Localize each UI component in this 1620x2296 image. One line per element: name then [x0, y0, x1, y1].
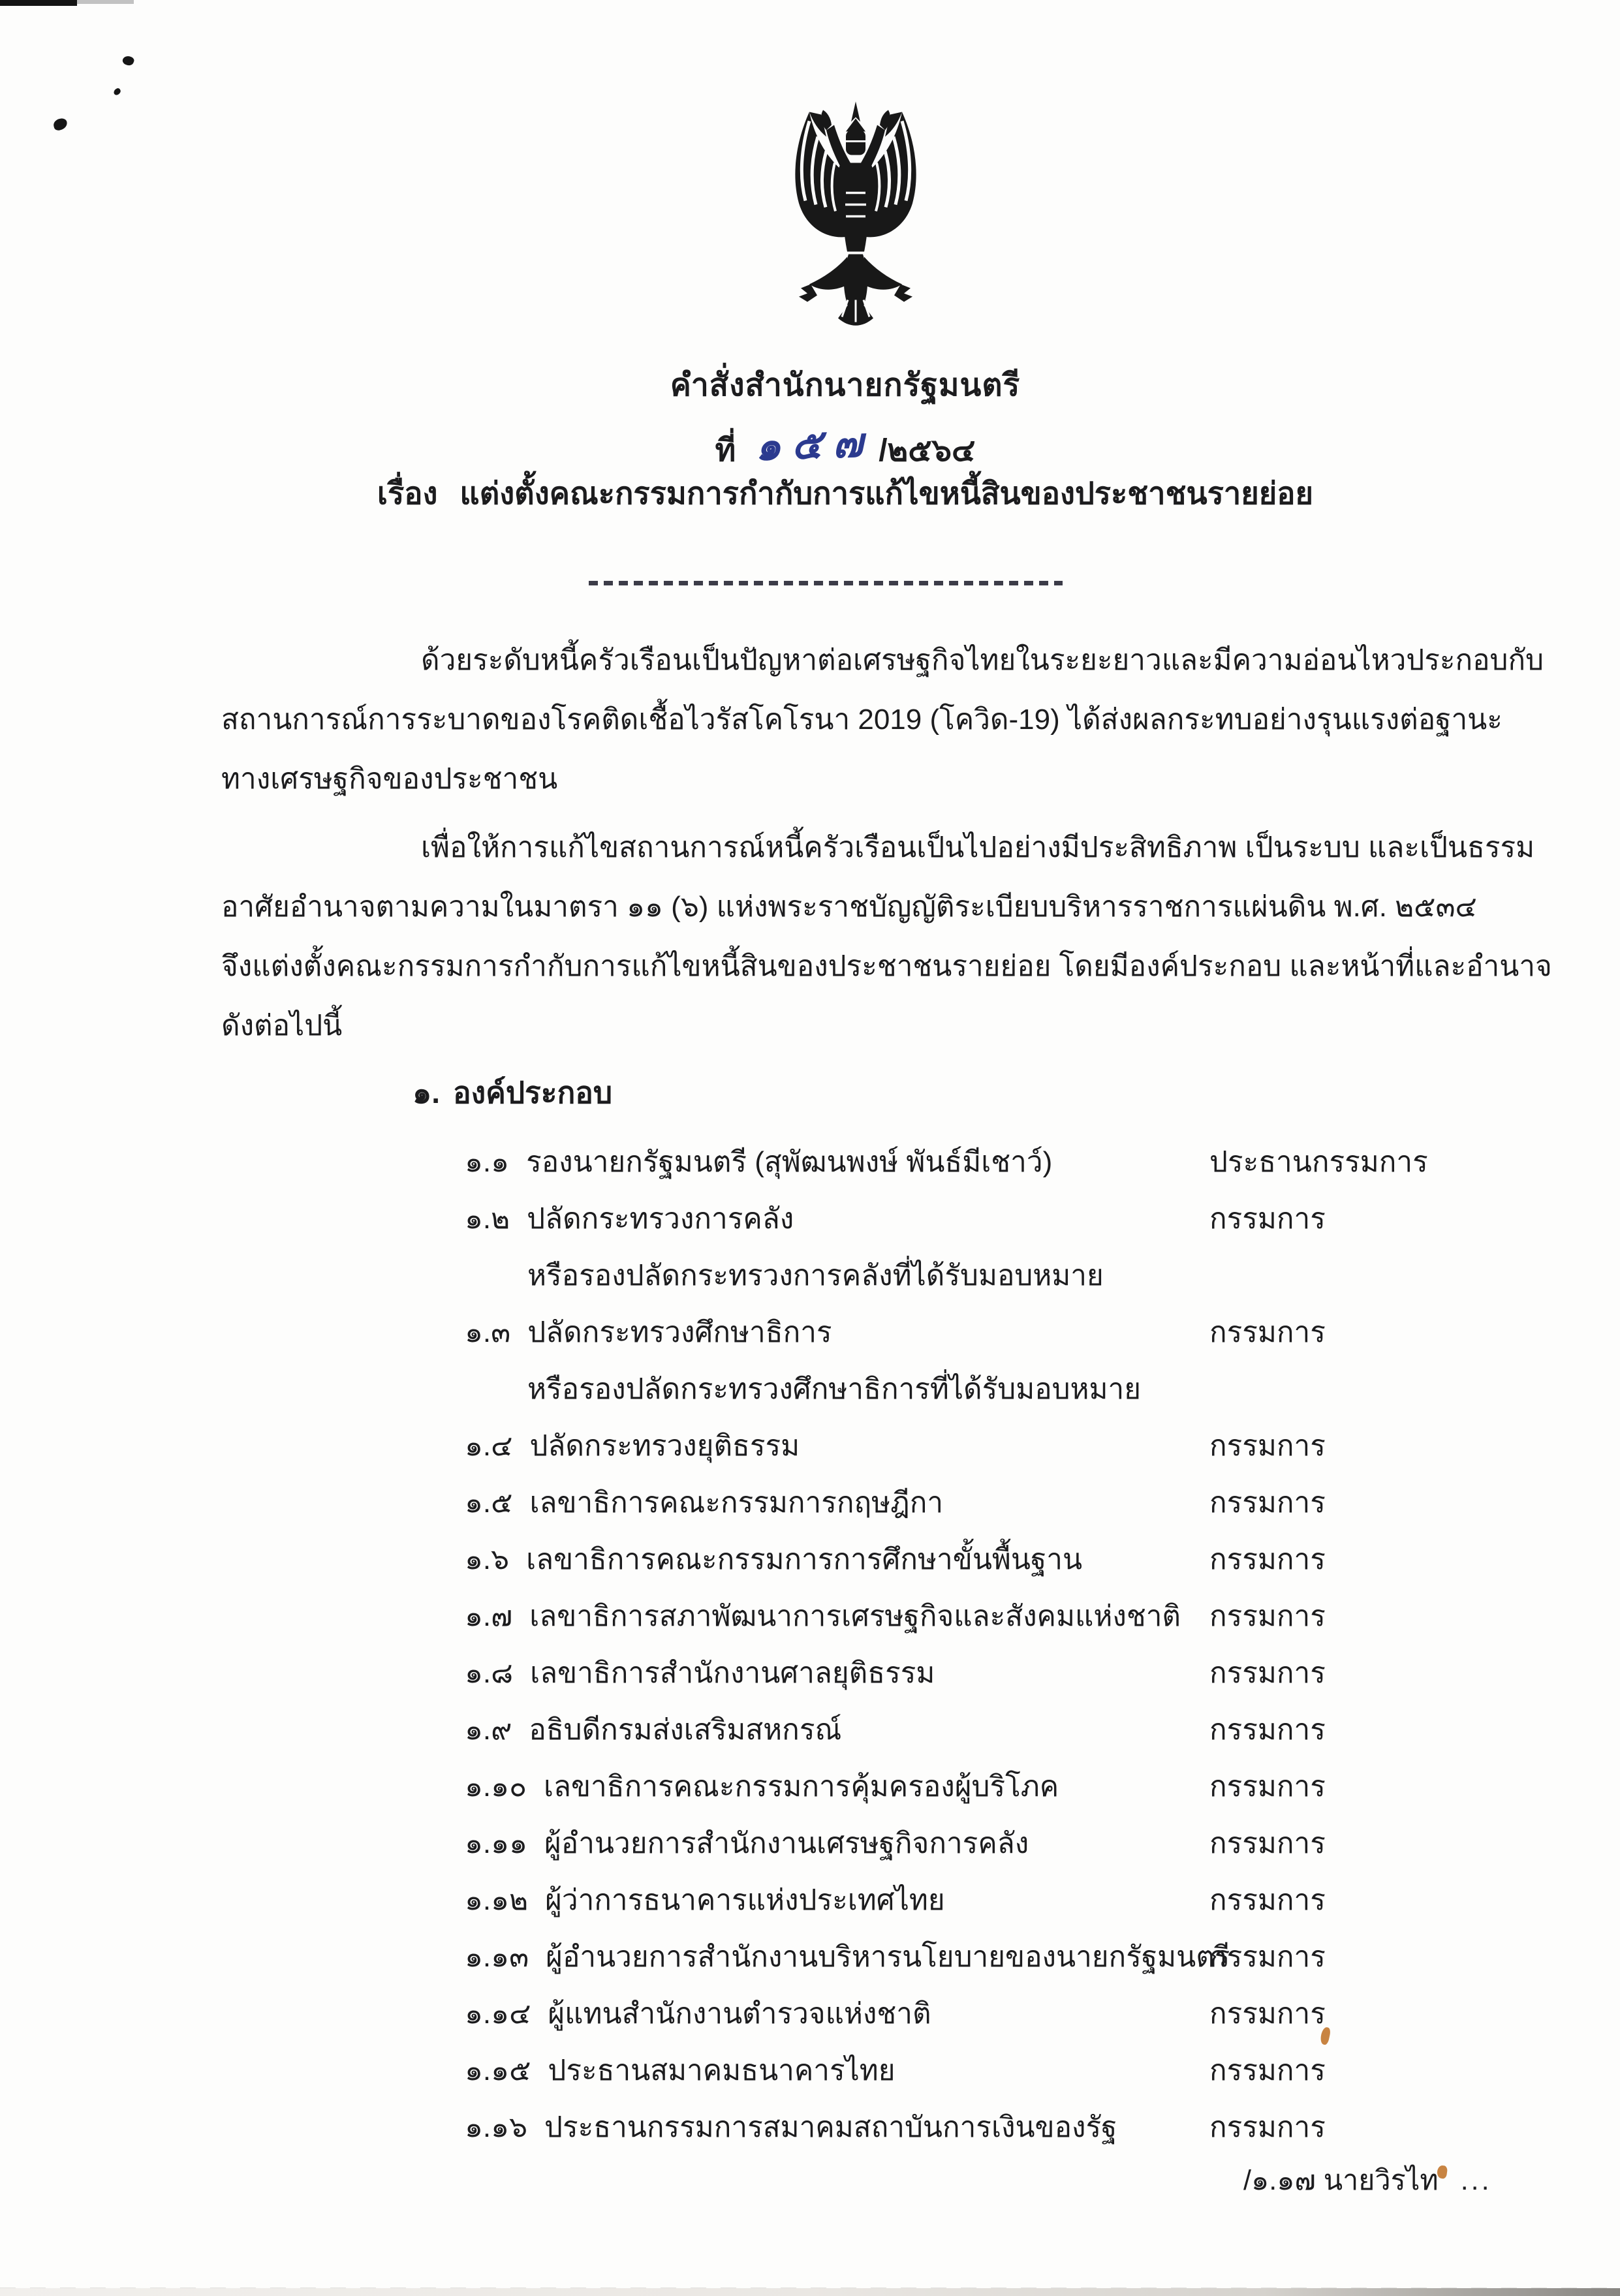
dashed-separator [589, 581, 1063, 585]
member-role: กรรมการ [1209, 1429, 1326, 1462]
member-number: ๑.๗ [465, 1600, 513, 1632]
member-role: กรรมการ [1209, 1997, 1326, 2030]
member-role: กรรมการ [1209, 1656, 1326, 1689]
paragraph-line: ทางเศรษฐกิจของประชาชน [221, 763, 558, 795]
member-name: ปลัดกระทรวงการคลัง [527, 1202, 794, 1235]
paragraph-2 [221, 818, 1552, 1055]
member-number: ๑.๓ [465, 1316, 511, 1348]
scan-edge-artifact [0, 2288, 1620, 2296]
table-row [465, 1758, 1496, 1814]
paragraph-line: ดังต่อไปนี้ [221, 1010, 343, 1042]
member-name: เลขาธิการคณะกรรมการกฤษฎีกา [529, 1486, 944, 1519]
member-role: กรรมการ [1209, 1202, 1326, 1235]
table-row [465, 1530, 1496, 1587]
member-number: ๑.๑๑ [465, 1827, 528, 1859]
member-role: ประธานกรรมการ [1209, 1145, 1428, 1178]
table-row [465, 1587, 1496, 1644]
table-row [465, 1474, 1496, 1530]
member-name: ประธานสมาคมธนาคารไทย [548, 2054, 896, 2087]
paragraph-line: จึงแต่งตั้งคณะกรรมการกำกับการแก้ไขหนี้สินของประชาชนรายย่อย โดยมีองค์ประกอบ และหน้าที่และอำนาจ [221, 950, 1552, 982]
ink-speck [112, 87, 121, 96]
table-row [465, 1814, 1496, 1871]
member-name: รองนายกรัฐมนตรี (สุพัฒนพงษ์ พันธ์มีเชาว์) [526, 1145, 1053, 1178]
paragraph-line: อาศัยอำนาจตามความในมาตรา ๑๑ (๖) แห่งพระราชบัญญัติระเบียบบริหารราชการแผ่นดิน พ.ศ. ๒๕๓๔ [221, 891, 1477, 923]
member-role: กรรมการ [1209, 1884, 1326, 1916]
doc-no-prefix: ที่ [715, 433, 736, 468]
member-number: ๑.๙ [465, 1713, 512, 1746]
member-note: หรือรองปลัดกระทรวงศึกษาธิการที่ได้รับมอบหมาย [527, 1373, 1142, 1405]
scan-edge-artifact [72, 0, 134, 4]
member-name: ผู้ว่าการธนาคารแห่งประเทศไทย [545, 1884, 945, 1916]
section-number: ๑. [413, 1076, 440, 1109]
garuda-emblem-icon [748, 99, 963, 339]
table-row [465, 1303, 1496, 1360]
member-name: ผู้อำนวยการสำนักงานบริหารนโยบายของนายกรัฐมนตรี [546, 1940, 1230, 1973]
section-title: องค์ประกอบ [452, 1076, 613, 1109]
member-name: ผู้แทนสำนักงานตำรวจแห่งชาติ [548, 1997, 931, 2030]
member-name: ปลัดกระทรวงศึกษาธิการ [527, 1316, 832, 1348]
ink-speck [121, 54, 135, 67]
member-number: ๑.๔ [465, 1429, 513, 1462]
member-role: กรรมการ [1209, 1486, 1326, 1519]
table-row [465, 1190, 1496, 1247]
member-number: ๑.๑๖ [465, 2111, 528, 2143]
doc-no-handwritten: ๑๕๗ [755, 420, 875, 470]
table-row [465, 1985, 1496, 2041]
member-role: กรรมการ [1209, 1770, 1326, 1803]
continuation-text: /๑.๑๗ นายวิรไท [1243, 2165, 1439, 2196]
member-role: กรรมการ [1209, 1543, 1326, 1575]
table-row [465, 1701, 1496, 1758]
member-number: ๑.๖ [465, 1543, 510, 1575]
member-number: ๑.๑๕ [465, 2054, 531, 2087]
table-row [465, 2041, 1496, 2098]
member-number: ๑.๑๒ [465, 1884, 529, 1916]
continuation-dots: ... [1460, 2165, 1492, 2196]
paragraph-line: ด้วยระดับหนี้ครัวเรือนเป็นปัญหาต่อเศรษฐกิจไทยในระยะยาวและมีความอ่อนไหวประกอบกับ [421, 644, 1544, 676]
table-row [465, 1644, 1496, 1701]
member-name: เลขาธิการคณะกรรมการการศึกษาขั้นพื้นฐาน [526, 1543, 1083, 1575]
member-number: ๑.๑ [465, 1145, 510, 1178]
committee-member-list [465, 1133, 1496, 2155]
subject-label: เรื่อง [377, 476, 438, 510]
member-role: กรรมการ [1209, 1713, 1326, 1746]
table-row [465, 1133, 1496, 1190]
section-1-heading [413, 1069, 612, 1117]
member-number: ๑.๘ [465, 1656, 514, 1689]
member-note: หรือรองปลัดกระทรวงการคลังที่ได้รับมอบหมาย [527, 1259, 1104, 1292]
member-role: กรรมการ [1209, 2111, 1326, 2143]
member-number: ๑.๑๔ [465, 1997, 531, 2030]
member-name: เลขาธิการคณะกรรมการคุ้มครองผู้บริโภค [543, 1770, 1059, 1803]
scan-edge-artifact [0, 0, 77, 6]
member-role: กรรมการ [1209, 1940, 1326, 1973]
paragraph-line: สถานการณ์การระบาดของโรคติดเชื้อไวรัสโคโรนา 2019 (โควิด-19) ได้ส่งผลกระทบอย่างรุนแรงต่อฐานะ [221, 704, 1503, 736]
subject-line [202, 469, 1488, 518]
subject-text: แต่งตั้งคณะกรรมการกำกับการแก้ไขหนี้สินของประชาชนรายย่อย [460, 476, 1314, 510]
member-name: ปลัดกระทรวงยุติธรรม [529, 1429, 800, 1462]
paragraph-1 [221, 630, 1544, 809]
doc-no-year: /๒๕๖๔ [879, 433, 976, 468]
member-role: กรรมการ [1209, 2054, 1326, 2087]
table-row [465, 1871, 1496, 1928]
member-name: เลขาธิการสำนักงานศาลยุติธรรม [530, 1656, 935, 1689]
member-role: กรรมการ [1209, 1827, 1326, 1859]
member-number: ๑.๑๓ [465, 1940, 529, 1973]
member-name: เลขาธิการสภาพัฒนาการเศรษฐกิจและสังคมแห่งชาติ [529, 1600, 1181, 1632]
member-role: กรรมการ [1209, 1600, 1326, 1632]
member-number: ๑.๒ [465, 1202, 510, 1235]
table-row [465, 1928, 1496, 1985]
table-row [465, 1417, 1496, 1474]
continuation-footer [1243, 2158, 1492, 2202]
ink-speck [52, 117, 68, 132]
document-title: คำสั่งสำนักนายกรัฐมนตรี [670, 368, 1021, 403]
paragraph-line: เพื่อให้การแก้ไขสถานการณ์หนี้ครัวเรือนเป็นไปอย่างมีประสิทธิภาพ เป็นระบบ และเป็นธรรม [421, 831, 1535, 863]
member-role: กรรมการ [1209, 1316, 1326, 1348]
member-name: อธิบดีกรมส่งเสริมสหกรณ์ [529, 1713, 842, 1746]
member-name: ประธานกรรมการสมาคมสถาบันการเงินของรัฐ [544, 2111, 1117, 2143]
member-name: ผู้อำนวยการสำนักงานเศรษฐกิจการคลัง [544, 1827, 1029, 1859]
table-row [465, 2098, 1496, 2155]
member-number: ๑.๕ [465, 1486, 513, 1519]
member-number: ๑.๑๐ [465, 1770, 527, 1803]
